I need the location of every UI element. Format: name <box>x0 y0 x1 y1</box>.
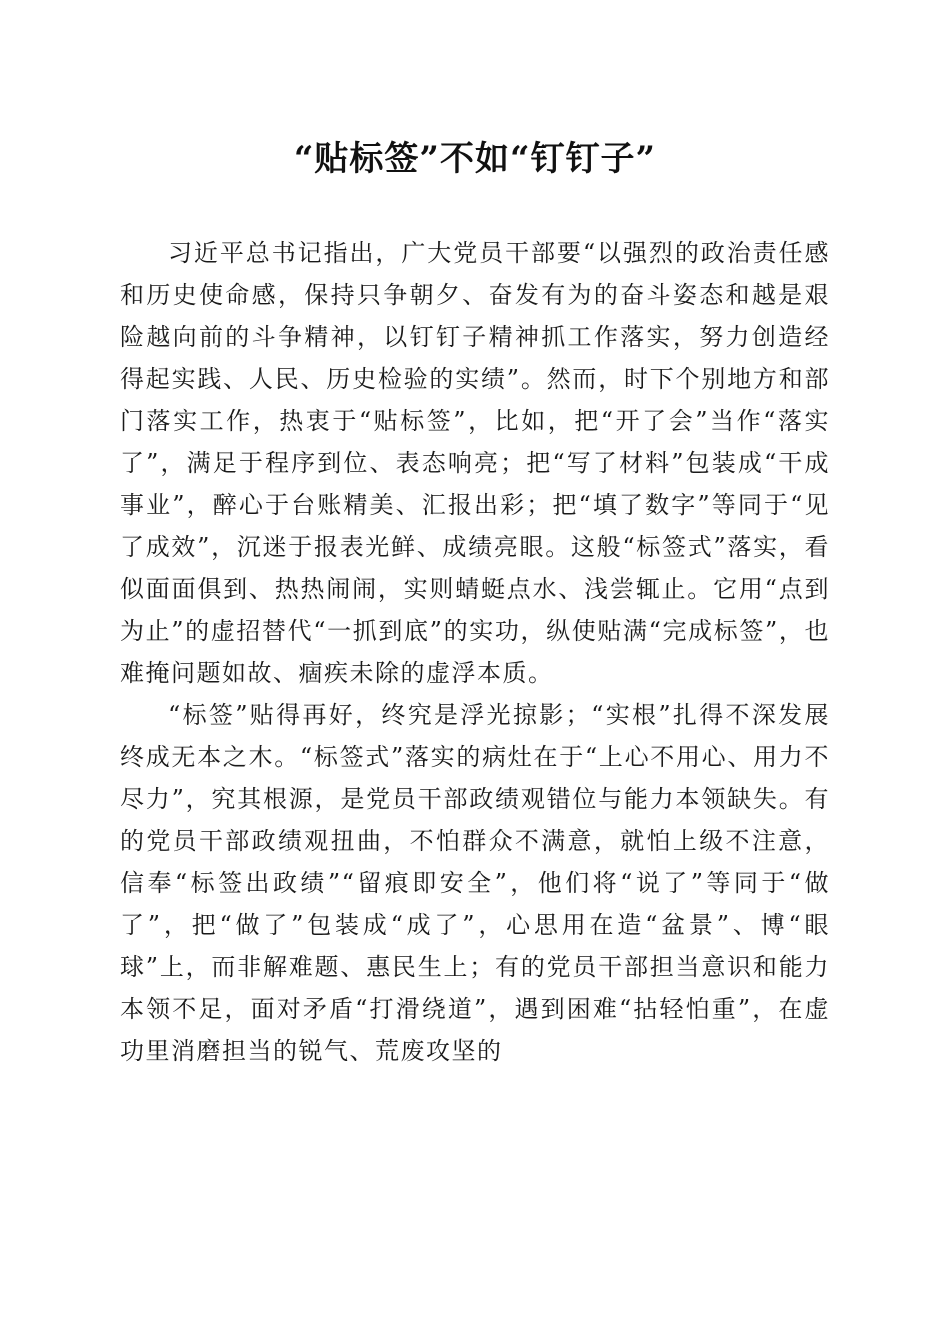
article-title: “贴标签”不如“钉钉子” <box>293 139 657 179</box>
paragraph: “标签”贴得再好，终究是浮光掠影；“实根”扎得不深发展终成无本之木。“标签式”落实的病灶在于“上心不用心、用力不尽力”，究其根源，是党员干部政绩观错位与能力本领缺失。有的党员干部政绩观扭曲，不怕群众不满意，就怕上级不注意，信奉“标签出政绩”“留痕即安全”，他们将“说了”等同于“做了”，把“做了”包装成“成了”，心思用在造“盆景”、博“眼球”上，而非解难题、惠民生上；有的党员干部担当意识和能力本领不足，面对矛盾“打滑绕道”，遇到困难“拈轻怕重”，在虚功里消磨担当的锐气、荒废攻坚的 <box>120 701 830 1065</box>
article-body <box>120 232 830 1072</box>
paragraph: 习近平总书记指出，广大党员干部要“以强烈的政治责任感和历史使命感，保持只争朝夕、奋发有为的奋斗姿态和越是艰险越向前的斗争精神，以钉钉子精神抓工作落实，努力创造经得起实践、人民、历史检验的实绩”。然而，时下个别地方和部门落实工作，热衷于“贴标签”，比如，把“开了会”当作“落实了”，满足于程序到位、表态响亮；把“写了材料”包装成“干成事业”，醉心于台账精美、汇报出彩；把“填了数字”等同于“见了成效”，沉迷于报表光鲜、成绩亮眼。这般“标签式”落实，看似面面俱到、热热闹闹，实则蜻蜓点水、浅尝辄止。它用“点到为止”的虚招替代“一抓到底”的实功，纵使贴满“完成标签”，也难掩问题如故、痼疾未除的虚浮本质。 <box>120 239 830 687</box>
